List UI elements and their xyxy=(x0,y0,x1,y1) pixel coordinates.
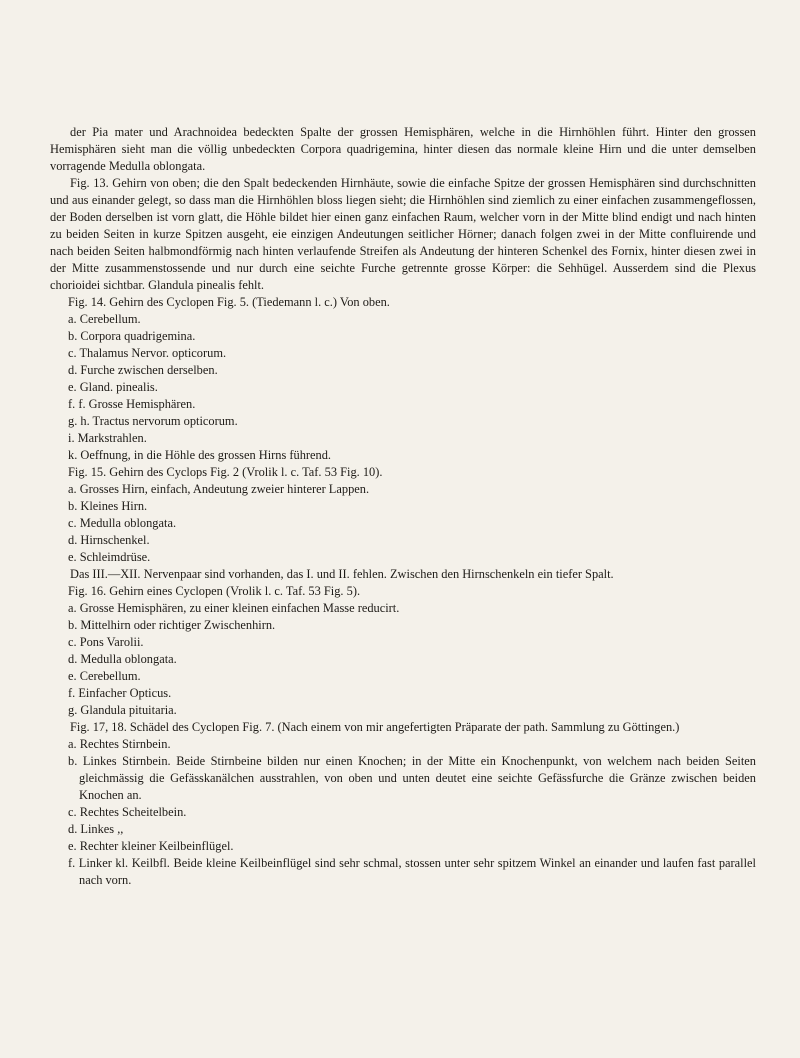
list-item: a. Grosses Hirn, einfach, Andeutung zweier hinterer Lappen. xyxy=(68,482,370,496)
list-item: f. f. Grosse Hemisphären. xyxy=(68,397,196,411)
list-item: b. Mittelhirn oder richtiger Zwischenhirn. xyxy=(68,618,276,632)
list-item: d. Medulla oblongata. xyxy=(68,652,177,666)
list-item: c. Medulla oblongata. xyxy=(68,516,177,530)
list-item: a. Cerebellum. xyxy=(68,312,141,326)
list-item: b. Corpora quadrigemina. xyxy=(68,329,196,343)
figure-heading: Fig. 14. Gehirn des Cyclopen Fig. 5. (Tiedemann l. c.) Von oben. xyxy=(68,295,390,309)
list-item: a. Grosse Hemisphären, zu einer kleinen einfachen Masse reducirt. xyxy=(68,601,400,615)
paragraph: der Pia mater und Arachnoidea bedeckten Spalte der grossen Hemisphären, welche in die Hirnhöhlen führt. Hinter den grossen Hemisphären sieht man die völlig unbedeckten Corpora quadrigemina, hinter diesen das normale kleine Hirn und die unter demselben vorragende Medulla oblongata. xyxy=(50,125,756,173)
list-item: i. Markstrahlen. xyxy=(68,431,147,445)
paragraph: Fig. 13. Gehirn von oben; die den Spalt bedeckenden Hirnhäute, sowie die einfache Spitze der grossen Hemisphären sind durchschnitten und aus einander gelegt, so dass man die Hirnhöhlen bloss liegen sieht; die Hirnhöhlen sind ziemlich zu einer einfachen zusammengeflossen, der Boden derselben ist vorn glatt, die Höhle bildet hier einen ganz einfachen Raum, welcher vorn in der Mitte blind endigt und nach hinten zu beiden Seiten in kurze Spitzen ausgeht, eie einzigen Andeutungen seitlicher Hörner; danach folgen zwei in der Mitte confluirende und nach beiden Seiten halbmondförmig nach hinten verlaufende Streifen als Andeutung der hinteren Schenkel des Fornix, hinter diesen zwei in der Mitte zusammenstossende und nur durch eine seichte Furche getrennte grosse Körper: die Sehhügel. Ausserdem sind die Plexus chorioidei sichtbar. Glandula pinealis fehlt. xyxy=(50,176,756,292)
list-item: c. Thalamus Nervor. opticorum. xyxy=(68,346,227,360)
list-item: k. Oeffnung, in die Höhle des grossen Hirns führend. xyxy=(68,448,332,462)
list-item: e. Schleimdrüse. xyxy=(68,550,151,564)
list-item: e. Cerebellum. xyxy=(68,669,141,683)
list-item: a. Rechtes Stirnbein. xyxy=(68,737,171,751)
list-item: c. Rechtes Scheitelbein. xyxy=(68,805,187,819)
list-item: d. Furche zwischen derselben. xyxy=(68,363,218,377)
list-item: g. h. Tractus nervorum opticorum. xyxy=(68,414,238,428)
page-body xyxy=(50,124,756,889)
list-item: f. Linker kl. Keilbfl. Beide kleine Keilbeinflügel sind sehr schmal, stossen unter sehr spitzem Winkel an einander und laufen fast parallel nach vorn. xyxy=(68,856,756,887)
paragraph: Fig. 17, 18. Schädel des Cyclopen Fig. 7. (Nach einem von mir angefertigten Präparate der path. Sammlung zu Göttingen.) xyxy=(70,720,680,734)
list-item: e. Rechter kleiner Keilbeinflügel. xyxy=(68,839,234,853)
figure-heading: Fig. 16. Gehirn eines Cyclopen (Vrolik l. c. Taf. 53 Fig. 5). xyxy=(68,584,361,598)
list-item: g. Glandula pituitaria. xyxy=(68,703,177,717)
paragraph: Das III.—XII. Nervenpaar sind vorhanden, das I. und II. fehlen. Zwischen den Hirnschenkeln ein tiefer Spalt. xyxy=(70,567,614,581)
list-item: b. Linkes Stirnbein. Beide Stirnbeine bilden nur einen Knochen; in der Mitte ein Knochenpunkt, von welchem nach beiden Seiten gleichmässig die Gefässkanälchen ausstrahlen, von oben und unten deutet eine seichte Gefässfurche die Gränze zwischen beiden Knochen an. xyxy=(68,754,756,802)
figure-heading: Fig. 15. Gehirn des Cyclops Fig. 2 (Vrolik l. c. Taf. 53 Fig. 10). xyxy=(68,465,383,479)
list-item: b. Kleines Hirn. xyxy=(68,499,148,513)
list-item: d. Linkes ,, xyxy=(68,822,124,836)
list-item: d. Hirnschenkel. xyxy=(68,533,150,547)
list-item: f. Einfacher Opticus. xyxy=(68,686,172,700)
list-item: e. Gland. pinealis. xyxy=(68,380,158,394)
list-item: c. Pons Varolii. xyxy=(68,635,144,649)
